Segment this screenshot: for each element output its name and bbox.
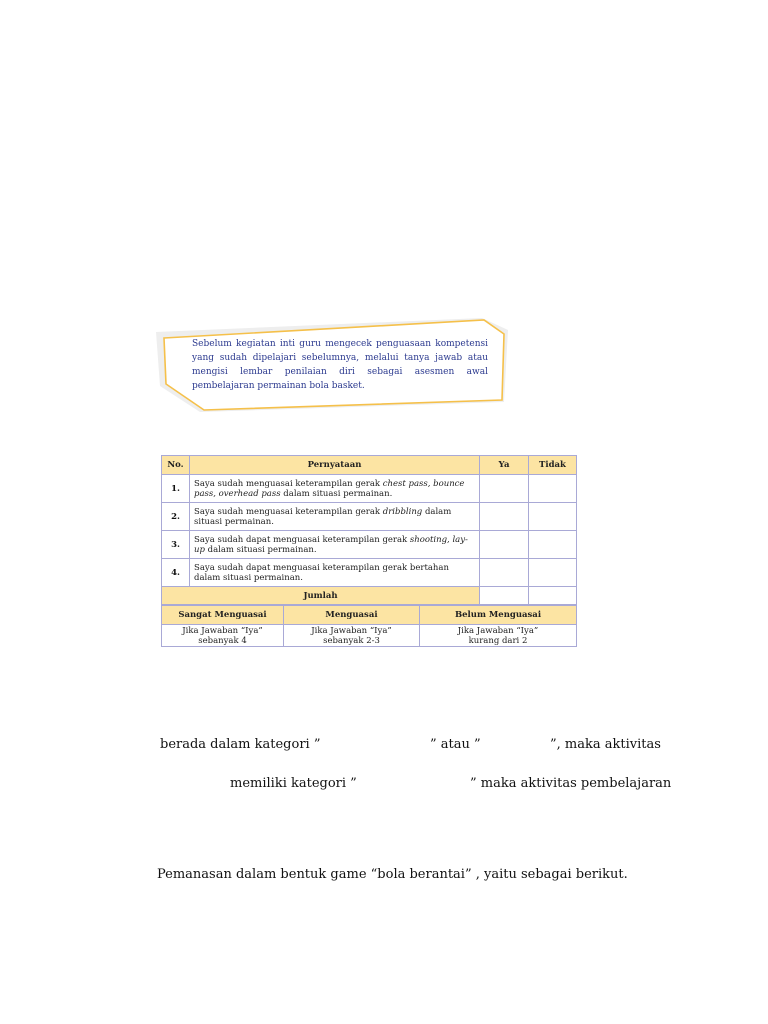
body-text-fragment: memiliki kategori ” (230, 776, 357, 791)
header-no: No. (162, 456, 190, 475)
row-number: 2. (162, 503, 190, 531)
row-statement: Saya sudah menguasai keterampilan gerak chest pass, bounce pass, overhead pass dalam situasi permainan. (190, 475, 480, 503)
self-assessment-table (161, 455, 576, 647)
category-criteria-row (162, 625, 577, 647)
table-row (162, 503, 577, 531)
row-statement: Saya sudah menguasai keterampilan gerak dribbling dalam situasi permainan. (190, 503, 480, 531)
row-number: 1. (162, 475, 190, 503)
category-table (161, 605, 577, 647)
no-checkbox-cell[interactable] (529, 503, 577, 531)
category-header: Menguasai (284, 606, 420, 625)
statements-table (161, 455, 577, 605)
category-criteria: Jika Jawaban “Iya” sebanyak 2-3 (284, 625, 420, 647)
category-criteria: Jika Jawaban “Iya” sebanyak 4 (162, 625, 284, 647)
body-paragraph: Pemanasan dalam bentuk game “bola berantai” , yaitu sebagai berikut. (157, 867, 628, 882)
body-text-fragment: ” maka aktivitas pembelajaran (470, 776, 672, 791)
yes-checkbox-cell[interactable] (480, 559, 529, 587)
yes-checkbox-cell[interactable] (480, 475, 529, 503)
row-number: 4. (162, 559, 190, 587)
category-header: Sangat Menguasai (162, 606, 284, 625)
category-criteria: Jika Jawaban “Iya” kurang dari 2 (420, 625, 577, 647)
body-text-fragment: ” atau ” (430, 737, 481, 752)
category-header: Belum Menguasai (420, 606, 577, 625)
yes-checkbox-cell[interactable] (480, 503, 529, 531)
table-header-row (162, 456, 577, 475)
no-checkbox-cell[interactable] (529, 559, 577, 587)
assessment-note-box (152, 316, 510, 412)
table-row (162, 559, 577, 587)
header-no-option: Tidak (529, 456, 577, 475)
yes-checkbox-cell[interactable] (480, 531, 529, 559)
category-header-row (162, 606, 577, 625)
row-statement: Saya sudah dapat menguasai keterampilan gerak shooting, lay-up dalam situasi permainan. (190, 531, 480, 559)
row-statement: Saya sudah dapat menguasai keterampilan gerak bertahan dalam situasi permainan. (190, 559, 480, 587)
row-number: 3. (162, 531, 190, 559)
header-yes: Ya (480, 456, 529, 475)
no-checkbox-cell[interactable] (529, 531, 577, 559)
table-row (162, 531, 577, 559)
body-text-fragment: ”, maka aktivitas (550, 737, 661, 752)
total-row (162, 587, 577, 605)
total-label: Jumlah (162, 587, 480, 605)
no-checkbox-cell[interactable] (529, 475, 577, 503)
note-text: Sebelum kegiatan inti guru mengecek penguasaan kompetensi yang sudah dipelajari sebelumnya, melalui tanya jawab atau mengisi lembar penilaian diri sebagai asesmen awal pembelajaran permainan bola basket. (192, 339, 488, 391)
total-no-cell[interactable] (529, 587, 577, 605)
header-statement: Pernyataan (190, 456, 480, 475)
table-row (162, 475, 577, 503)
body-text-fragment: berada dalam kategori ” (160, 737, 321, 752)
total-yes-cell[interactable] (480, 587, 529, 605)
